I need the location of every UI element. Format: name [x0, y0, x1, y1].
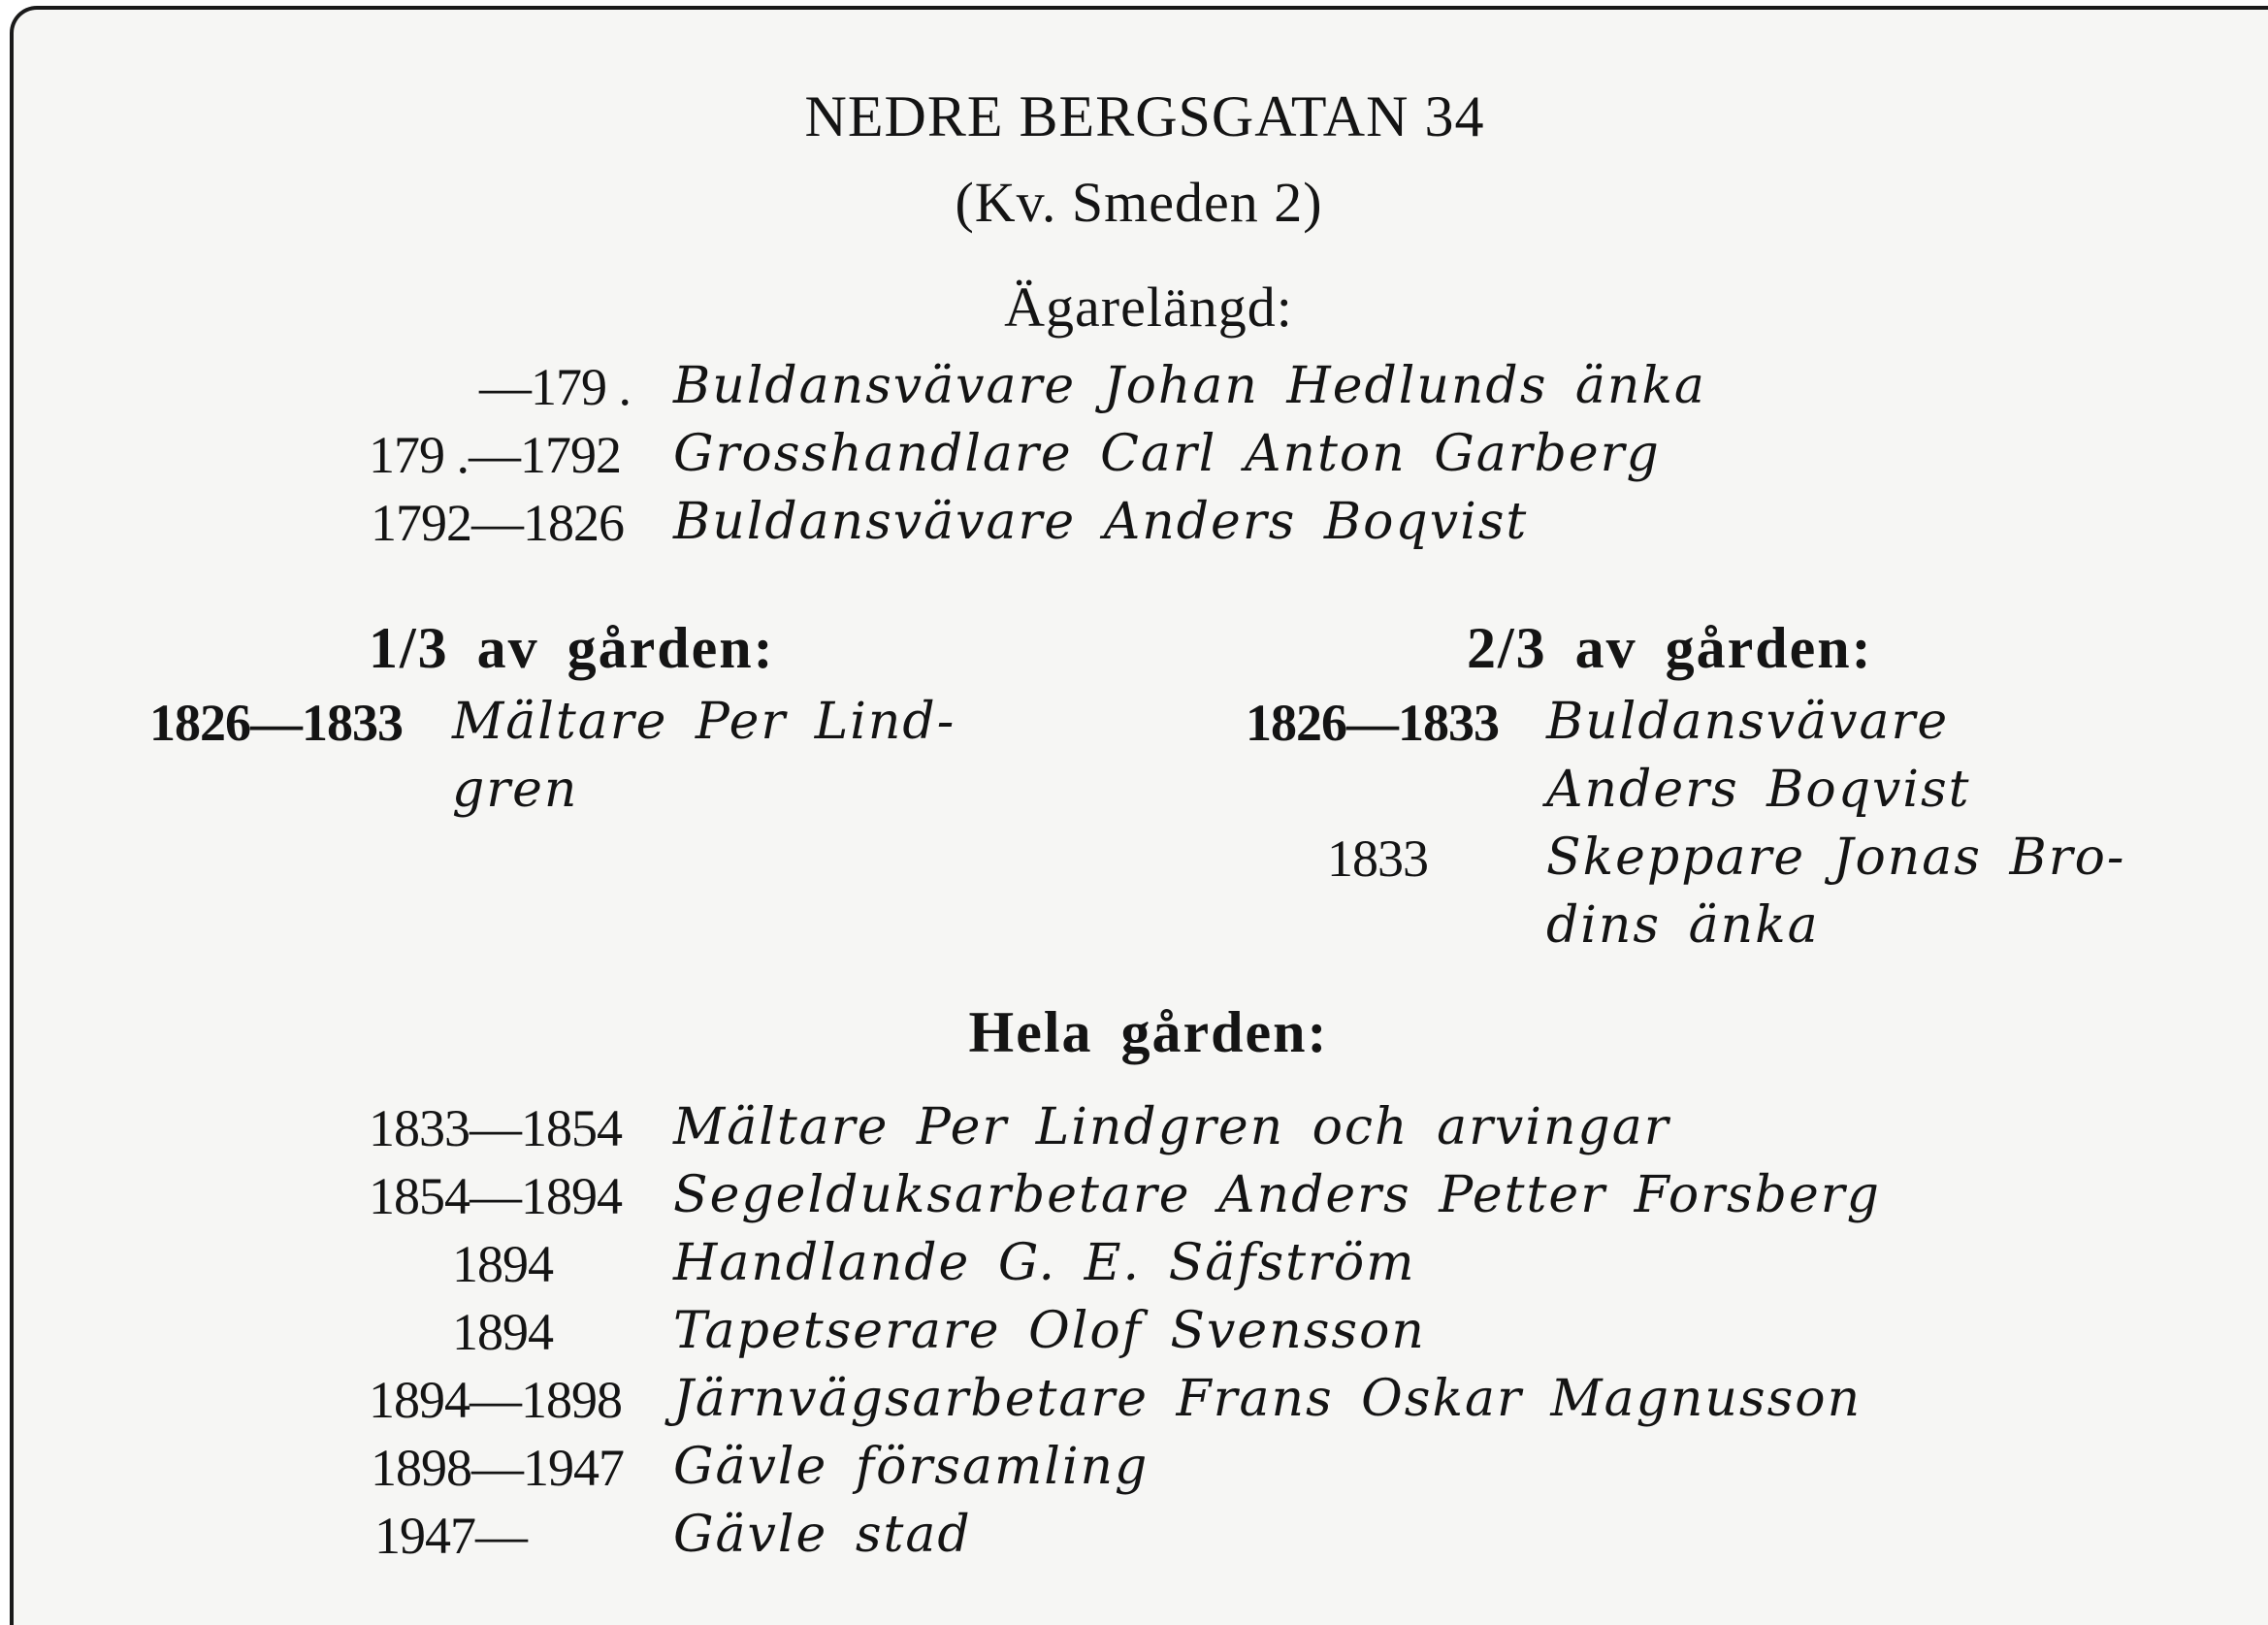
- whole-name: Segelduksarbetare Anders Petter Forsberg: [673, 1166, 1881, 1224]
- owner-name: Buldansvävare Anders Boqvist: [673, 493, 1529, 551]
- whole-years: 1947—: [374, 1507, 527, 1565]
- whole-name: Handlande G. E. Säfström: [673, 1234, 1416, 1292]
- owner-years: 1792—1826: [371, 494, 624, 552]
- two-thirds-name-line2: Anders Boqvist: [1546, 761, 1971, 819]
- two-thirds-name-line1: Buldansvävare: [1546, 693, 1950, 751]
- owner-years: —179 .: [479, 358, 631, 416]
- two-thirds-name-line1: Skeppare Jonas Bro-: [1546, 829, 2126, 887]
- document-subtitle: (Kv. Smeden 2): [955, 171, 1323, 234]
- whole-name: Tapetserare Olof Svensson: [673, 1302, 1426, 1360]
- whole-years: 1894: [452, 1303, 553, 1361]
- whole-heading: Hela gården:: [968, 1000, 1329, 1064]
- whole-years: 1894: [452, 1235, 553, 1293]
- whole-years: 1833—1854: [369, 1099, 622, 1157]
- document-title: NEDRE BERGSGATAN 34: [804, 84, 1485, 148]
- whole-years: 1898—1947: [371, 1439, 624, 1497]
- whole-name: Järnvägsarbetare Frans Oskar Magnusson: [673, 1370, 1863, 1428]
- owners-heading: Ägarelängd:: [1004, 276, 1293, 339]
- whole-name: Mältare Per Lindgren och arvingar: [673, 1098, 1670, 1156]
- two-thirds-heading: 2/3 av gården:: [1467, 616, 1873, 680]
- two-thirds-years: 1826—1833: [1246, 694, 1499, 752]
- two-thirds-name-line2: dins änka: [1546, 896, 1820, 955]
- whole-years: 1854—1894: [369, 1167, 622, 1225]
- owner-name: Grosshandlare Carl Anton Garberg: [673, 425, 1661, 483]
- third-years: 1826—1833: [149, 694, 403, 752]
- whole-name: Gävle stad: [673, 1506, 972, 1564]
- third-name-line2: gren: [452, 761, 579, 819]
- two-thirds-years: 1833: [1327, 829, 1428, 888]
- document-page: [10, 6, 2268, 1625]
- third-name-line1: Mältare Per Lind-: [452, 693, 956, 751]
- whole-years: 1894—1898: [369, 1371, 622, 1429]
- owner-name: Buldansvävare Johan Hedlunds änka: [673, 357, 1706, 415]
- whole-name: Gävle församling: [673, 1438, 1150, 1496]
- third-heading: 1/3 av gården:: [369, 616, 775, 680]
- owner-years: 179 .—1792: [369, 426, 621, 484]
